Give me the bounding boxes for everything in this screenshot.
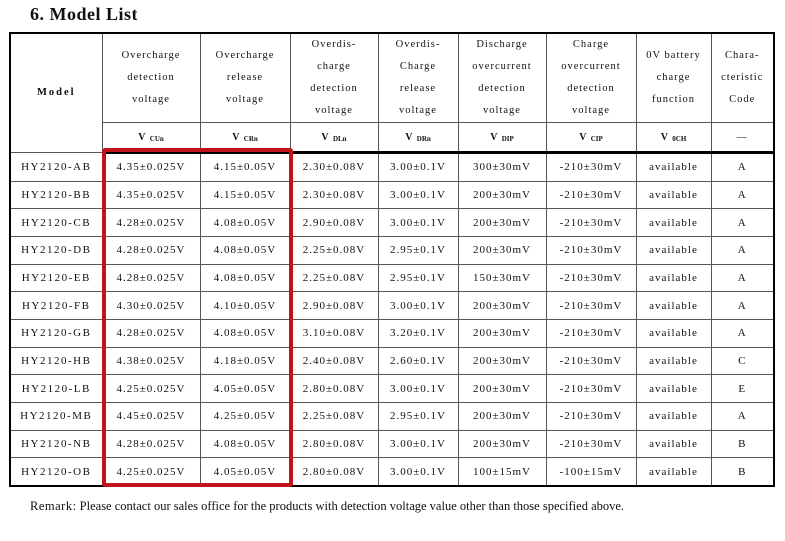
table-row <box>10 347 774 375</box>
table-cell: 4.25±0.025V <box>102 375 200 403</box>
table-cell: available <box>636 209 711 237</box>
remark-note <box>30 492 630 520</box>
table-cell: 4.28±0.025V <box>102 319 200 347</box>
table-cell: 2.25±0.08V <box>290 402 378 430</box>
table-cell: A <box>711 153 774 182</box>
table-cell: 2.80±0.08V <box>290 430 378 458</box>
table-cell: 200±30mV <box>458 236 546 264</box>
table-cell: 4.08±0.05V <box>200 264 290 292</box>
table-cell: -210±30mV <box>546 181 636 209</box>
table-cell: 2.25±0.08V <box>290 264 378 292</box>
model-cell: HY2120-HB <box>10 347 102 375</box>
model-cell: HY2120-LB <box>10 375 102 403</box>
table-cell: 4.25±0.05V <box>200 402 290 430</box>
table-cell: 3.00±0.1V <box>378 153 458 182</box>
model-cell: HY2120-GB <box>10 319 102 347</box>
table-cell: 4.18±0.05V <box>200 347 290 375</box>
table-cell: 2.40±0.08V <box>290 347 378 375</box>
table-cell: available <box>636 458 711 486</box>
table-row <box>10 319 774 347</box>
table-cell: 2.90±0.08V <box>290 292 378 320</box>
table-row <box>10 430 774 458</box>
column-header: Discharge overcurrent detection voltage <box>458 33 546 123</box>
column-header: Charge overcurrent detection voltage <box>546 33 636 123</box>
table-cell: 200±30mV <box>458 319 546 347</box>
table-row <box>10 292 774 320</box>
symbol-cell: — <box>711 123 774 153</box>
table-cell: E <box>711 375 774 403</box>
table-cell: available <box>636 292 711 320</box>
table-cell: 4.08±0.05V <box>200 319 290 347</box>
symbol-cell: V $_{DIP}$ <box>458 123 546 153</box>
table-cell: 200±30mV <box>458 181 546 209</box>
symbol-row <box>10 123 774 153</box>
table-cell: available <box>636 347 711 375</box>
table-row <box>10 264 774 292</box>
table-cell: 2.80±0.08V <box>290 375 378 403</box>
table-cell: 4.35±0.025V <box>102 181 200 209</box>
table-cell: 200±30mV <box>458 402 546 430</box>
table-cell: 4.25±0.025V <box>102 458 200 486</box>
table-cell: 2.60±0.1V <box>378 347 458 375</box>
model-cell: HY2120-AB <box>10 153 102 182</box>
table-body <box>10 153 774 487</box>
table-cell: 3.00±0.1V <box>378 430 458 458</box>
table-cell: 3.00±0.1V <box>378 209 458 237</box>
symbol-cell: V $_{0CH}$ <box>636 123 711 153</box>
table-cell: -210±30mV <box>546 292 636 320</box>
table-cell: 2.25±0.08V <box>290 236 378 264</box>
table-cell: 150±30mV <box>458 264 546 292</box>
model-cell: HY2120-BB <box>10 181 102 209</box>
table-cell: available <box>636 264 711 292</box>
table-cell: -210±30mV <box>546 430 636 458</box>
table-cell: 200±30mV <box>458 209 546 237</box>
table-cell: 200±30mV <box>458 430 546 458</box>
table-cell: 200±30mV <box>458 375 546 403</box>
table-cell: -210±30mV <box>546 209 636 237</box>
table-row <box>10 209 774 237</box>
symbol-cell: V $_{DLn}$ <box>290 123 378 153</box>
symbol-cell: V $_{CUn}$ <box>102 123 200 153</box>
table-cell: 4.08±0.05V <box>200 209 290 237</box>
model-cell: HY2120-FB <box>10 292 102 320</box>
table-cell: available <box>636 181 711 209</box>
symbol-cell: V $_{DRn}$ <box>378 123 458 153</box>
table-cell: 2.95±0.1V <box>378 402 458 430</box>
table-cell: 4.05±0.05V <box>200 458 290 486</box>
table-cell: 2.95±0.1V <box>378 236 458 264</box>
table-row <box>10 402 774 430</box>
table-cell: C <box>711 347 774 375</box>
remark-text: Please contact our sales office for the products with detection voltage value other than those specified above. <box>79 499 625 513</box>
table-cell: 4.08±0.05V <box>200 430 290 458</box>
table-cell: 300±30mV <box>458 153 546 182</box>
column-header: Chara- cteristic Code <box>711 33 774 123</box>
table-cell: 3.00±0.1V <box>378 292 458 320</box>
header-row <box>10 33 774 123</box>
table-cell: 3.00±0.1V <box>378 181 458 209</box>
table-cell: 3.20±0.1V <box>378 319 458 347</box>
table-cell: 3.00±0.1V <box>378 458 458 486</box>
table-cell: 4.38±0.025V <box>102 347 200 375</box>
table-cell: -210±30mV <box>546 236 636 264</box>
table-cell: available <box>636 402 711 430</box>
table-cell: A <box>711 209 774 237</box>
remark-label: Remark: <box>30 499 77 513</box>
column-header: Overdis- charge detection voltage <box>290 33 378 123</box>
column-header: Overcharge release voltage <box>200 33 290 123</box>
table-row <box>10 153 774 182</box>
table-cell: available <box>636 375 711 403</box>
table-cell: 3.00±0.1V <box>378 375 458 403</box>
table-cell: 4.05±0.05V <box>200 375 290 403</box>
section-heading: 6. Model List <box>30 4 138 24</box>
table-cell: 2.90±0.08V <box>290 209 378 237</box>
table-cell: available <box>636 319 711 347</box>
table-cell: 200±30mV <box>458 347 546 375</box>
table-cell: -210±30mV <box>546 153 636 182</box>
table-cell: 4.15±0.05V <box>200 181 290 209</box>
table-cell: 4.30±0.025V <box>102 292 200 320</box>
table-cell: A <box>711 264 774 292</box>
table-cell: 4.28±0.025V <box>102 236 200 264</box>
column-header-model: Model <box>10 33 102 153</box>
symbol-cell: V $_{CRn}$ <box>200 123 290 153</box>
table-cell: A <box>711 292 774 320</box>
table-cell: available <box>636 430 711 458</box>
table-cell: -210±30mV <box>546 402 636 430</box>
model-cell: HY2120-MB <box>10 402 102 430</box>
table-cell: A <box>711 181 774 209</box>
model-cell: HY2120-OB <box>10 458 102 486</box>
table-cell: available <box>636 153 711 182</box>
table-cell: -210±30mV <box>546 319 636 347</box>
table-cell: 2.30±0.08V <box>290 153 378 182</box>
table-cell: A <box>711 236 774 264</box>
table-cell: -210±30mV <box>546 264 636 292</box>
table-cell: 2.80±0.08V <box>290 458 378 486</box>
model-cell: HY2120-DB <box>10 236 102 264</box>
column-header: Overcharge detection voltage <box>102 33 200 123</box>
table-cell: 4.08±0.05V <box>200 236 290 264</box>
table-cell: -210±30mV <box>546 347 636 375</box>
model-cell: HY2120-EB <box>10 264 102 292</box>
table-cell: 4.28±0.025V <box>102 430 200 458</box>
table-cell: 4.10±0.05V <box>200 292 290 320</box>
table-cell: 100±15mV <box>458 458 546 486</box>
table-row <box>10 181 774 209</box>
model-cell: HY2120-CB <box>10 209 102 237</box>
symbol-cell: V $_{CIP}$ <box>546 123 636 153</box>
table-cell: available <box>636 236 711 264</box>
table-cell: B <box>711 458 774 486</box>
table-cell: 4.28±0.025V <box>102 209 200 237</box>
table-row <box>10 236 774 264</box>
table-cell: B <box>711 430 774 458</box>
table-cell: 200±30mV <box>458 292 546 320</box>
table-cell: 2.30±0.08V <box>290 181 378 209</box>
model-cell: HY2120-NB <box>10 430 102 458</box>
table-cell: -100±15mV <box>546 458 636 486</box>
table-cell: 4.15±0.05V <box>200 153 290 182</box>
table-cell: 4.45±0.025V <box>102 402 200 430</box>
table-cell: -210±30mV <box>546 375 636 403</box>
column-header: Overdis- Charge release voltage <box>378 33 458 123</box>
table-cell: 4.28±0.025V <box>102 264 200 292</box>
model-list-table <box>9 32 775 487</box>
table-row <box>10 458 774 486</box>
table-cell: 3.10±0.08V <box>290 319 378 347</box>
table-row <box>10 375 774 403</box>
column-header: 0V battery charge function <box>636 33 711 123</box>
table-cell: A <box>711 402 774 430</box>
table-cell: A <box>711 319 774 347</box>
table-cell: 2.95±0.1V <box>378 264 458 292</box>
table-cell: 4.35±0.025V <box>102 153 200 182</box>
